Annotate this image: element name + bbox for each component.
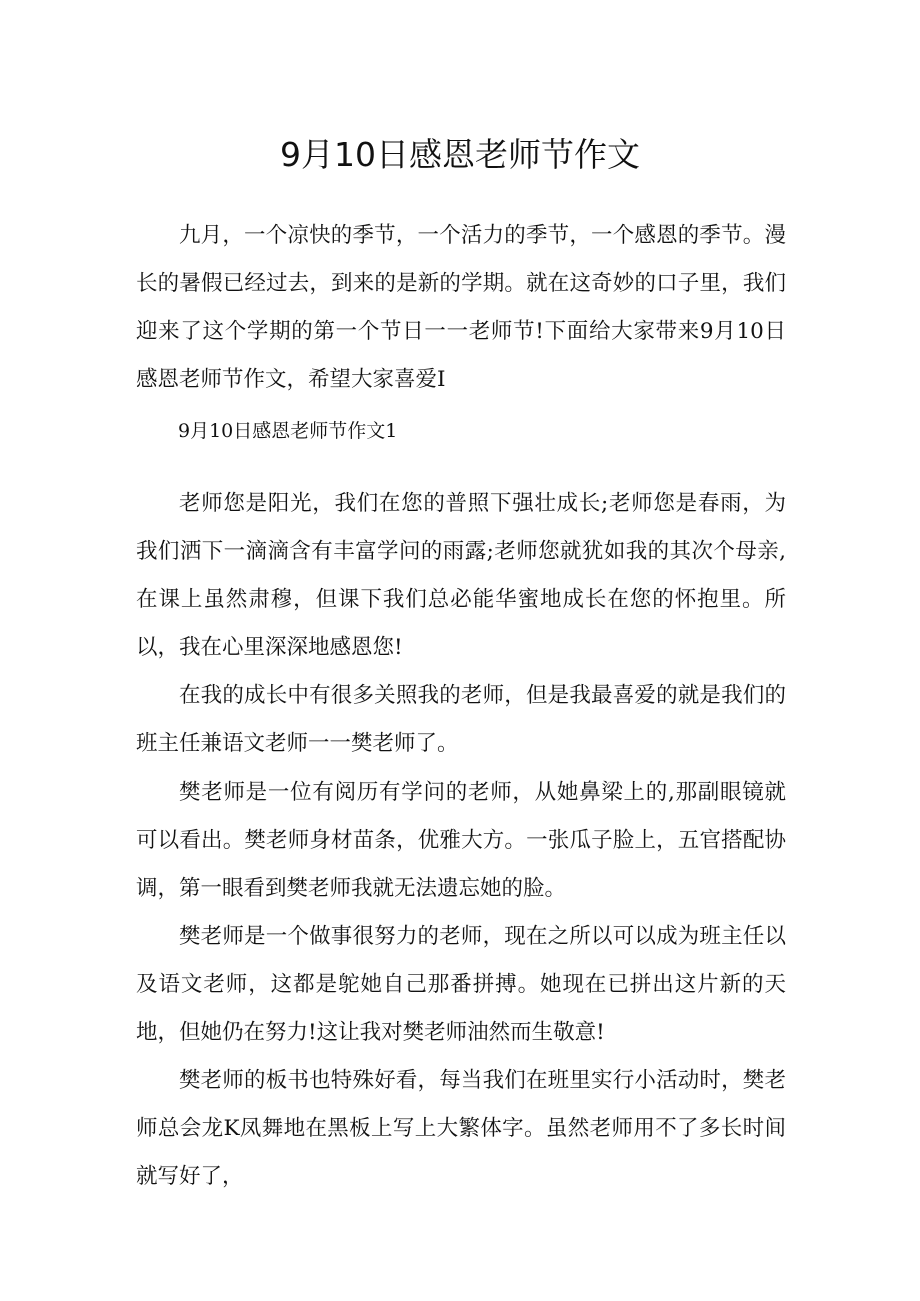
paragraph-1: 老师您是阳光，我们在您的普照下强壮成长;老师您是春雨，为我们洒下一滴滴含有丰富学问的雨露;老师您就犹如我的其次个母亲,在课上虽然肃穆，但课下我们总必能华蜜地成长在您的怀抱里。所以，我在心里深深地感恩您! <box>136 491 786 660</box>
intro-paragraph: 九月，一个凉快的季节，一个活力的季节，一个感恩的季节。漫长的暑假已经过去，到来的是新的学期。就在这奇妙的口子里，我们迎来了这个学期的第一个节日一一老师节!下面给大家带来9月10日感恩老师节作文，希望大家喜爱I <box>136 223 786 392</box>
paragraph-2: 在我的成长中有很多关照我的老师，但是我最喜爱的就是我们的班主任兼语文老师一一樊老师了。 <box>136 683 786 756</box>
document-title: 9月10日感恩老师节作文 <box>280 135 640 174</box>
paragraph-3: 樊老师是一位有阅历有学问的老师，从她鼻梁上的,那副眼镜就可以看出。樊老师身材苗条，优雅大方。一张瓜子脸上，五官搭配协调，第一眼看到樊老师我就无法遗忘她的脸。 <box>136 780 786 901</box>
section-heading: 9月10日感恩老师节作文1 <box>178 420 398 442</box>
paragraph-4: 樊老师是一个做事很努力的老师，现在之所以可以成为班主任以及语文老师，这都是鸵她自己那番拼搏。她现在已拼出这片新的天地，但她仍在努力!这让我对樊老师油然而生敬意! <box>136 924 786 1045</box>
paragraph-5: 樊老师的板书也特殊好看，每当我们在班里实行小活动时，樊老师总会龙K凤舞地在黑板上写上大繁体字。虽然老师用不了多长时间就写好了， <box>136 1068 786 1189</box>
